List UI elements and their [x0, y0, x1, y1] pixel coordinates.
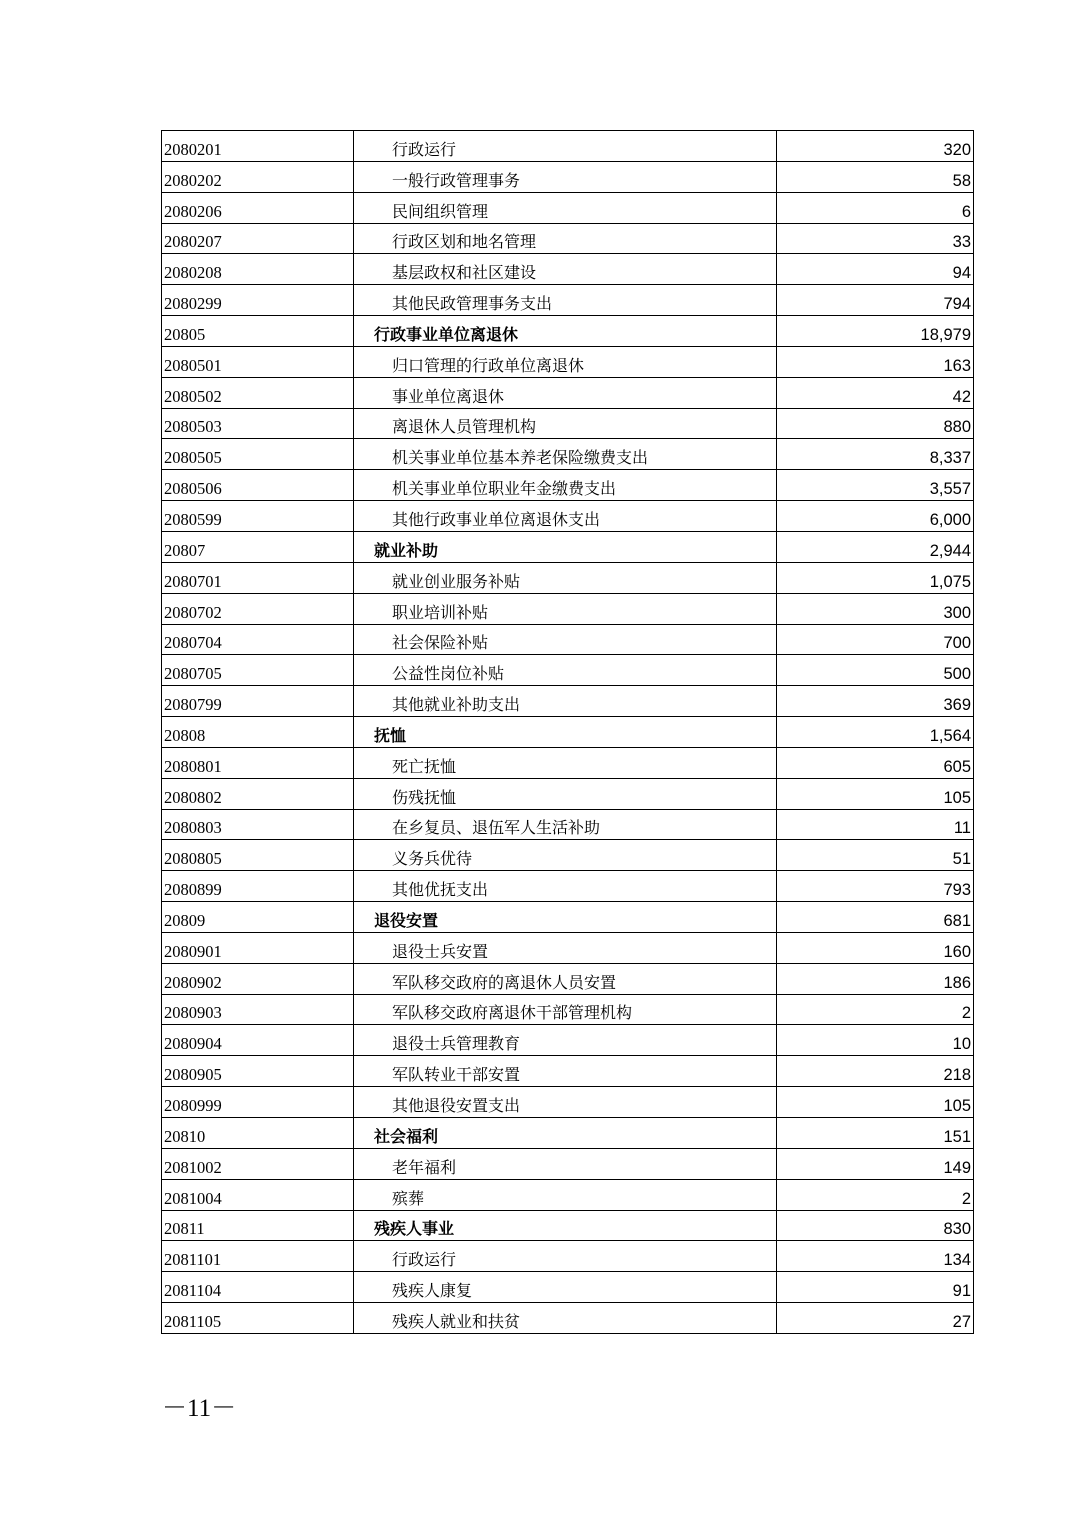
amount-cell: 11	[777, 809, 974, 840]
item-name-cell: 社会保险补贴	[354, 624, 777, 655]
item-name-cell: 行政运行	[354, 131, 777, 162]
item-name-cell: 其他优抚支出	[354, 871, 777, 902]
table-row	[162, 408, 974, 439]
amount-cell: 300	[777, 593, 974, 624]
amount-cell: 2	[777, 994, 974, 1025]
item-name-cell: 社会福利	[354, 1118, 777, 1149]
amount-cell: 218	[777, 1056, 974, 1087]
amount-cell: 6	[777, 192, 974, 223]
account-code-cell: 20811	[162, 1210, 354, 1241]
amount-cell: 830	[777, 1210, 974, 1241]
table-row	[162, 593, 974, 624]
amount-cell: 605	[777, 747, 974, 778]
table-row	[162, 1148, 974, 1179]
amount-cell: 1,075	[777, 562, 974, 593]
account-code-cell: 2080599	[162, 501, 354, 532]
item-name-cell: 行政区划和地名管理	[354, 223, 777, 254]
item-name-cell: 行政运行	[354, 1241, 777, 1272]
amount-cell: 320	[777, 131, 974, 162]
amount-cell: 3,557	[777, 470, 974, 501]
table-row	[162, 624, 974, 655]
account-code-cell: 2080905	[162, 1056, 354, 1087]
table-row	[162, 840, 974, 871]
item-name-cell: 伤残抚恤	[354, 778, 777, 809]
item-name-cell: 残疾人康复	[354, 1272, 777, 1303]
category-row	[162, 902, 974, 933]
account-code-cell: 2080902	[162, 963, 354, 994]
item-name-cell: 义务兵优待	[354, 840, 777, 871]
item-name-cell: 基层政权和社区建设	[354, 254, 777, 285]
account-code-cell: 2080904	[162, 1025, 354, 1056]
account-code-cell: 2080206	[162, 192, 354, 223]
table-row	[162, 1056, 974, 1087]
amount-cell: 793	[777, 871, 974, 902]
account-code-cell: 2080903	[162, 994, 354, 1025]
table-row	[162, 1303, 974, 1334]
item-name-cell: 退役安置	[354, 902, 777, 933]
account-code-cell: 2080899	[162, 871, 354, 902]
amount-cell: 58	[777, 161, 974, 192]
amount-cell: 94	[777, 254, 974, 285]
account-code-cell: 2080701	[162, 562, 354, 593]
account-code-cell: 2080202	[162, 161, 354, 192]
account-code-cell: 2081104	[162, 1272, 354, 1303]
item-name-cell: 其他就业补助支出	[354, 686, 777, 717]
amount-cell: 2	[777, 1179, 974, 1210]
amount-cell: 51	[777, 840, 974, 871]
table-row	[162, 377, 974, 408]
table-row	[162, 285, 974, 316]
account-code-cell: 2080803	[162, 809, 354, 840]
account-code-cell: 2080506	[162, 470, 354, 501]
table-row	[162, 1025, 974, 1056]
item-name-cell: 老年福利	[354, 1148, 777, 1179]
page-number: －11－	[162, 1395, 237, 1422]
table-row	[162, 1272, 974, 1303]
account-code-cell: 2080299	[162, 285, 354, 316]
item-name-cell: 机关事业单位基本养老保险缴费支出	[354, 439, 777, 470]
amount-cell: 151	[777, 1118, 974, 1149]
account-code-cell: 2080208	[162, 254, 354, 285]
item-name-cell: 死亡抚恤	[354, 747, 777, 778]
account-code-cell: 2080801	[162, 747, 354, 778]
account-code-cell: 2080901	[162, 932, 354, 963]
account-code-cell: 20808	[162, 717, 354, 748]
item-name-cell: 退役士兵管理教育	[354, 1025, 777, 1056]
amount-cell: 91	[777, 1272, 974, 1303]
table-row	[162, 223, 974, 254]
item-name-cell: 一般行政管理事务	[354, 161, 777, 192]
item-name-cell: 军队转业干部安置	[354, 1056, 777, 1087]
amount-cell: 6,000	[777, 501, 974, 532]
item-name-cell: 在乡复员、退伍军人生活补助	[354, 809, 777, 840]
category-row	[162, 531, 974, 562]
item-name-cell: 退役士兵安置	[354, 932, 777, 963]
amount-cell: 681	[777, 902, 974, 933]
item-name-cell: 殡葬	[354, 1179, 777, 1210]
item-name-cell: 离退休人员管理机构	[354, 408, 777, 439]
item-name-cell: 军队移交政府离退休干部管理机构	[354, 994, 777, 1025]
table-row	[162, 254, 974, 285]
account-code-cell: 2080702	[162, 593, 354, 624]
table-row	[162, 871, 974, 902]
account-code-cell: 2080201	[162, 131, 354, 162]
table-row	[162, 655, 974, 686]
amount-cell: 18,979	[777, 316, 974, 347]
account-code-cell: 2080805	[162, 840, 354, 871]
amount-cell: 794	[777, 285, 974, 316]
amount-cell: 8,337	[777, 439, 974, 470]
table-row	[162, 778, 974, 809]
item-name-cell: 残疾人事业	[354, 1210, 777, 1241]
table-row	[162, 470, 974, 501]
item-name-cell: 机关事业单位职业年金缴费支出	[354, 470, 777, 501]
amount-cell: 369	[777, 686, 974, 717]
item-name-cell: 军队移交政府的离退休人员安置	[354, 963, 777, 994]
item-name-cell: 行政事业单位离退休	[354, 316, 777, 347]
item-name-cell: 就业补助	[354, 531, 777, 562]
amount-cell: 42	[777, 377, 974, 408]
account-code-cell: 2080501	[162, 346, 354, 377]
account-code-cell: 2080799	[162, 686, 354, 717]
item-name-cell: 其他民政管理事务支出	[354, 285, 777, 316]
amount-cell: 27	[777, 1303, 974, 1334]
account-code-cell: 20809	[162, 902, 354, 933]
table-row	[162, 809, 974, 840]
account-code-cell: 2080999	[162, 1087, 354, 1118]
account-code-cell: 2080505	[162, 439, 354, 470]
amount-cell: 134	[777, 1241, 974, 1272]
table-row	[162, 932, 974, 963]
amount-cell: 149	[777, 1148, 974, 1179]
item-name-cell: 其他退役安置支出	[354, 1087, 777, 1118]
account-code-cell: 20807	[162, 531, 354, 562]
amount-cell: 105	[777, 1087, 974, 1118]
category-row	[162, 1210, 974, 1241]
amount-cell: 33	[777, 223, 974, 254]
account-code-cell: 2081101	[162, 1241, 354, 1272]
item-name-cell: 职业培训补贴	[354, 593, 777, 624]
item-name-cell: 归口管理的行政单位离退休	[354, 346, 777, 377]
table-row	[162, 161, 974, 192]
table-row	[162, 747, 974, 778]
amount-cell: 163	[777, 346, 974, 377]
account-code-cell: 20810	[162, 1118, 354, 1149]
item-name-cell: 其他行政事业单位离退休支出	[354, 501, 777, 532]
item-name-cell: 抚恤	[354, 717, 777, 748]
account-code-cell: 2081004	[162, 1179, 354, 1210]
account-code-cell: 20805	[162, 316, 354, 347]
account-code-cell: 2080207	[162, 223, 354, 254]
amount-cell: 10	[777, 1025, 974, 1056]
account-code-cell: 2081105	[162, 1303, 354, 1334]
amount-cell: 500	[777, 655, 974, 686]
amount-cell: 160	[777, 932, 974, 963]
table-row	[162, 346, 974, 377]
amount-cell: 700	[777, 624, 974, 655]
item-name-cell: 残疾人就业和扶贫	[354, 1303, 777, 1334]
account-code-cell: 2081002	[162, 1148, 354, 1179]
table-row	[162, 994, 974, 1025]
table-row	[162, 501, 974, 532]
table-row	[162, 686, 974, 717]
account-code-cell: 2080802	[162, 778, 354, 809]
budget-table	[161, 130, 974, 1334]
item-name-cell: 公益性岗位补贴	[354, 655, 777, 686]
amount-cell: 105	[777, 778, 974, 809]
account-code-cell: 2080502	[162, 377, 354, 408]
amount-cell: 880	[777, 408, 974, 439]
category-row	[162, 316, 974, 347]
table-row	[162, 192, 974, 223]
table-row	[162, 562, 974, 593]
category-row	[162, 717, 974, 748]
table-row	[162, 1179, 974, 1210]
table-row	[162, 963, 974, 994]
account-code-cell: 2080705	[162, 655, 354, 686]
category-row	[162, 1118, 974, 1149]
item-name-cell: 民间组织管理	[354, 192, 777, 223]
amount-cell: 186	[777, 963, 974, 994]
budget-table-body	[162, 131, 974, 1334]
item-name-cell: 就业创业服务补贴	[354, 562, 777, 593]
item-name-cell: 事业单位离退休	[354, 377, 777, 408]
table-row	[162, 1241, 974, 1272]
account-code-cell: 2080704	[162, 624, 354, 655]
amount-cell: 1,564	[777, 717, 974, 748]
table-row	[162, 1087, 974, 1118]
amount-cell: 2,944	[777, 531, 974, 562]
table-row	[162, 439, 974, 470]
table-row	[162, 131, 974, 162]
account-code-cell: 2080503	[162, 408, 354, 439]
